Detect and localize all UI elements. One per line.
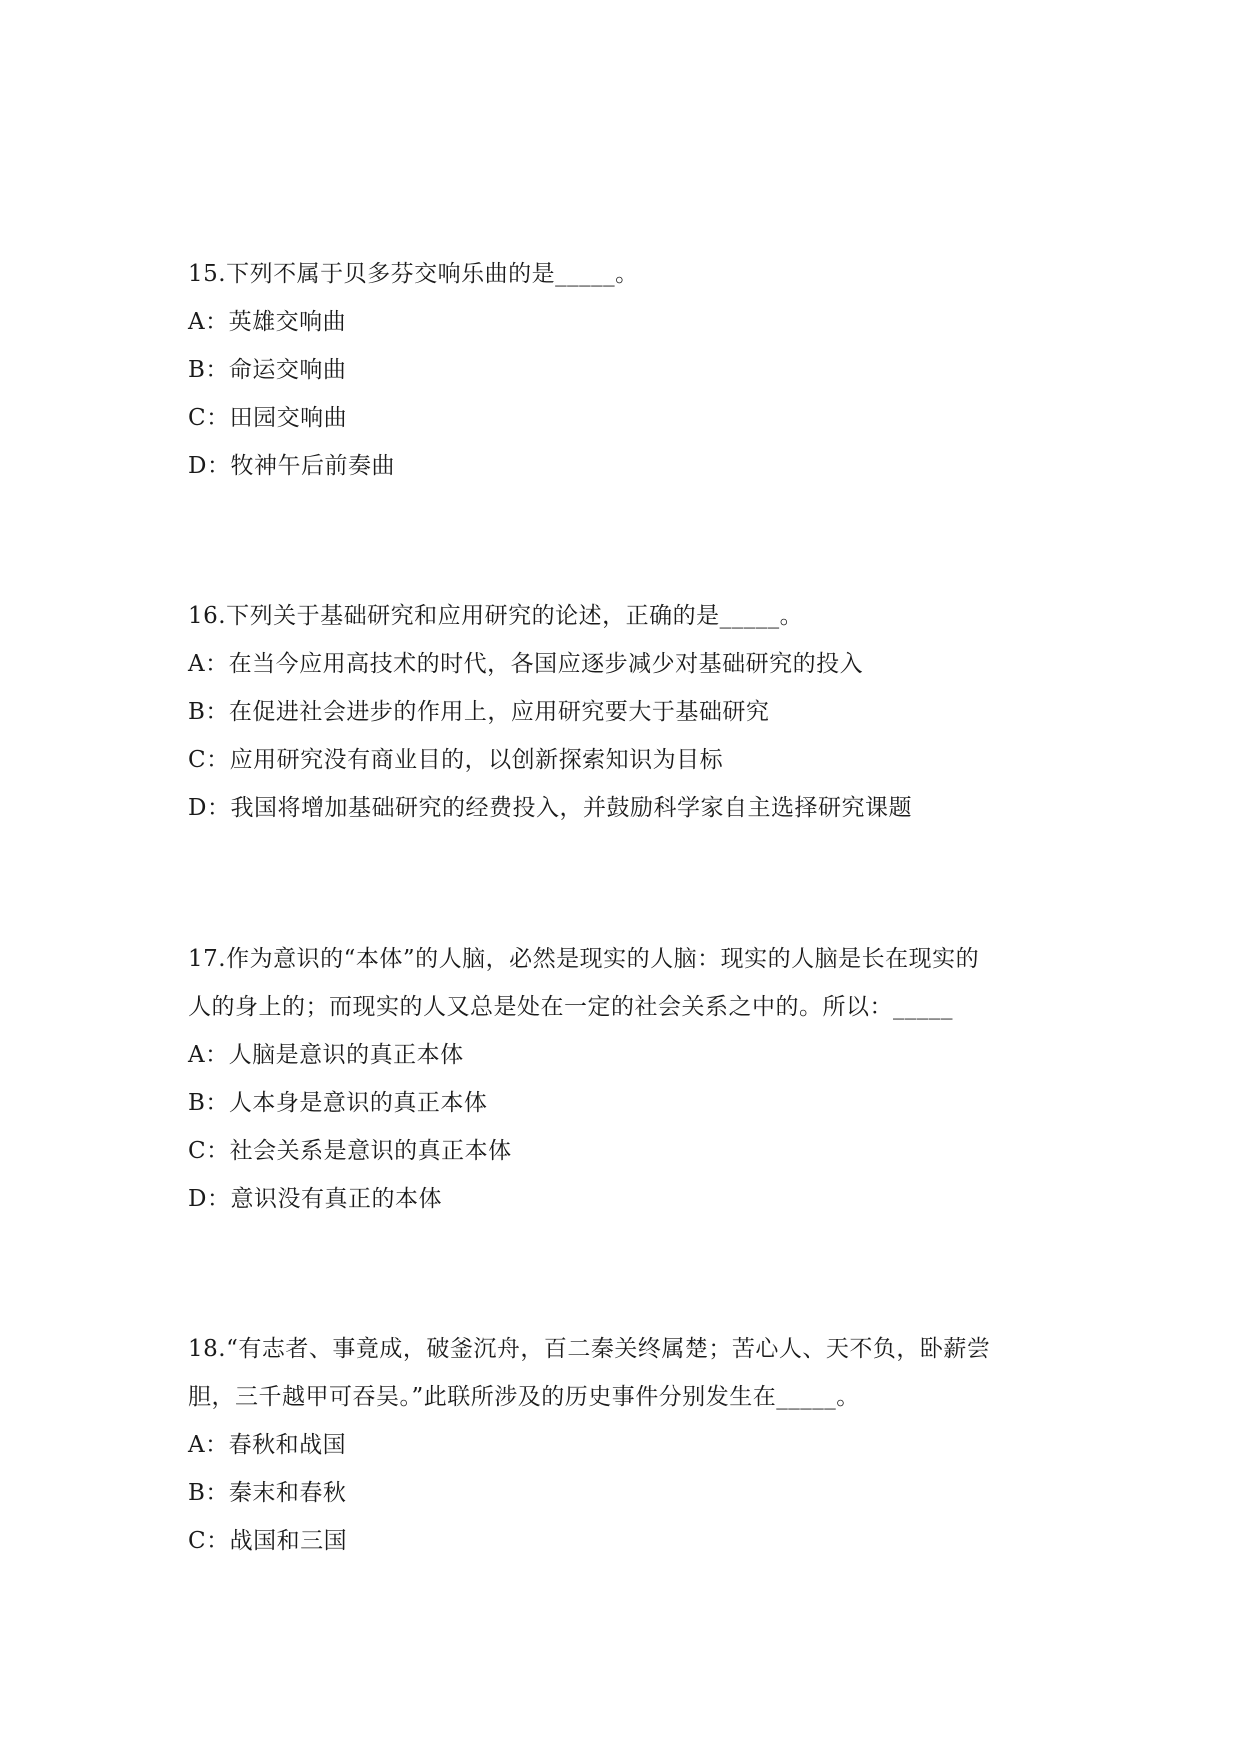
option-c: C：社会关系是意识的真正本体	[188, 1138, 512, 1164]
option-a: A：英雄交响曲	[188, 309, 347, 335]
question-stem: 15.下列不属于贝多芬交响乐曲的是_____。	[188, 261, 639, 287]
question-18	[188, 1325, 1068, 1565]
option-c: C：战国和三国	[188, 1528, 348, 1554]
option-a: A：人脑是意识的真正本体	[188, 1042, 464, 1068]
question-stem: 16.下列关于基础研究和应用研究的论述，正确的是_____。	[188, 603, 804, 629]
option-b: B：人本身是意识的真正本体	[188, 1090, 488, 1116]
option-b: B：秦末和春秋	[188, 1480, 347, 1506]
question-stem-line-2: 胆，三千越甲可吞吴。”此联所涉及的历史事件分别发生在_____。	[188, 1384, 860, 1410]
option-c: C：田园交响曲	[188, 405, 348, 431]
option-a: A：春秋和战国	[188, 1432, 347, 1458]
option-a: A：在当今应用高技术的时代，各国应逐步减少对基础研究的投入	[188, 651, 864, 677]
question-15	[188, 250, 1068, 490]
option-b: B：命运交响曲	[188, 357, 347, 383]
option-c: C：应用研究没有商业目的，以创新探索知识为目标	[188, 747, 724, 773]
question-16	[188, 592, 1068, 832]
option-d: D：意识没有真正的本体	[188, 1186, 442, 1212]
option-d: D：我国将增加基础研究的经费投入，并鼓励科学家自主选择研究课题	[188, 795, 912, 821]
question-stem-line-1: 17.作为意识的“本体”的人脑，必然是现实的人脑：现实的人脑是长在现实的	[188, 946, 980, 972]
option-b: B：在促进社会进步的作用上，应用研究要大于基础研究	[188, 699, 770, 725]
question-stem-line-1: 18.“有志者、事竟成，破釜沉舟，百二秦关终属楚；苦心人、天不负，卧薪尝	[188, 1336, 991, 1362]
question-stem-line-2: 人的身上的；而现实的人又总是处在一定的社会关系之中的。所以：_____	[188, 994, 953, 1020]
option-d: D：牧神午后前奏曲	[188, 453, 395, 479]
question-17	[188, 935, 1068, 1223]
